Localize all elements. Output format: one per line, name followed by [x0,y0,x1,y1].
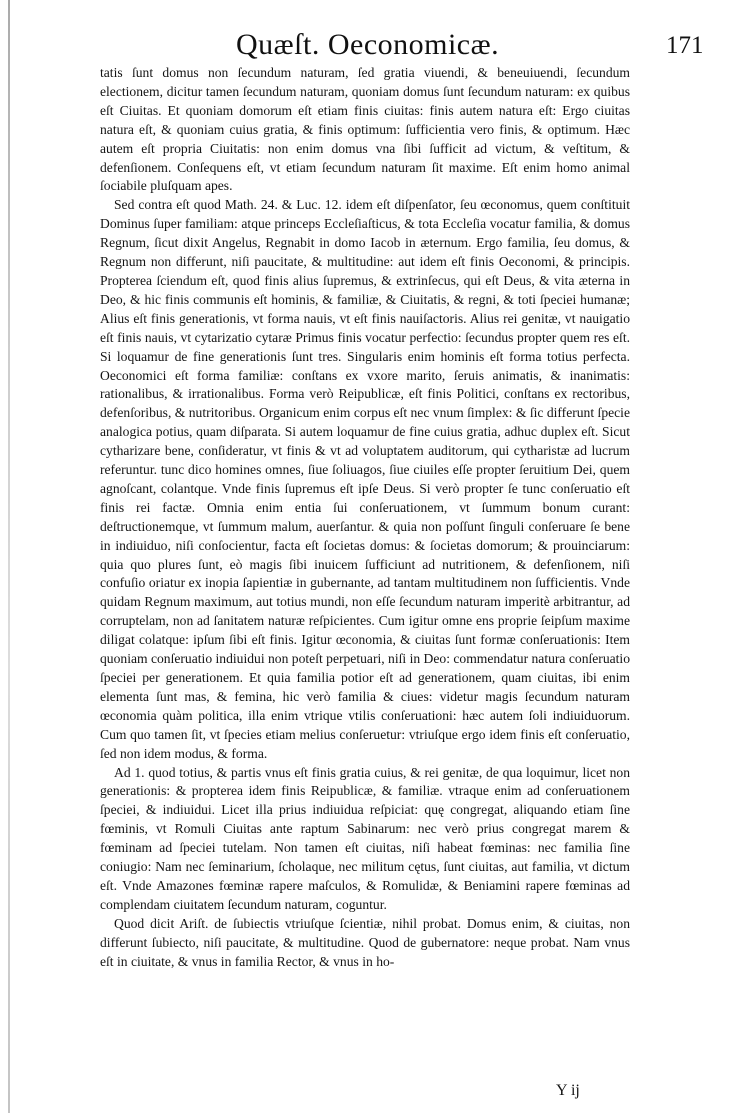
signature-mark: Y ij [556,1082,580,1099]
paragraph-ad-primum: Ad 1. quod totius, & partis vnus eſt finis gratia cuius, & rei genitæ, de qua loquimur, licet non generationis: & propterea idem finis Reipublicæ, & familiæ. vtraque enim ad conſeruationem ſpeciei, & indiuidui. Licet illa prius indiuidua reſpiciat: quę congregat, aliquando etiam ſine fœminis, vt Romuli Ciuitas ante raptum Sabinarum: nec verò prius congregat marem & fœminam ad ſpeciei tutelam. Non tamen eſt ciuitas, niſi habeat fœminas: nec familia ſine coniugio: Nam nec ſeminarium, ſcholaque, nec militum cętus, ſunt ciuitas, aut familia, vt dictum eſt. Vnde Amazones fœminæ rapere maſculos, & Romulidæ, & Beniamini rapere fœminas ad complendam ciuitatem ſecundum naturam, coguntur. [100,764,630,912]
paragraph-continuation: tatis ſunt domus non ſecundum naturam, ſed gratia viuendi, & beneuiuendi, ſecundum electionem, dicitur tamen ſecundum naturam, quoniam domus ſunt ſecundum naturam: ex quibus eſt Ciuitas. Et quoniam domorum eſt etiam finis ciuitas: finis autem natura eſt: Ergo ciuitas natura eſt, & quoniam cuius gratia, & finis optimum: ſufficientia vero finis, & optimum. Hæc autem eſt propria Ciuitatis: non enim domus vna ſibi ſufficit ad victum, & veſtitum, & defenſionem. Conſequens eſt, vt etiam ſecundum naturam ſit maxime. Eſt enim homo animal ſociabile pluſquam apes. [100,65,630,194]
page-number: 171 [666,32,704,59]
running-title: Quæſt. Oeconomicæ. [236,28,500,61]
paragraph-sed-contra: Sed contra eſt quod Math. 24. & Luc. 12. idem eſt diſpenſator, ſeu œconomus, quem conſtituit Dominus ſuper familiam: atque princeps Eccleſiaſticus, & tota Eccleſia vocatur familia, & domus Regnum, ſicut dixit Angelus, Regnabit in domo Iacob in æternum. Ergo familia, ſeu domus, & Regnum non differunt, niſi paucitate, & multitudine: aut idem eſt finis Oeconomi, & principis. Propterea ſciendum eſt, quod finis alius ſupremus, & extrinſecus, qui eſt Deus, & vita æterna in Deo, & hic finis communis eſt hominis, & familiæ, & Ciuitatis, & regni, & toti ſpeciei humanæ; Alius eſt finis generationis, vt forma nauis, vt eſt finis nauiſactoris. Alius rei genitæ, vt nauigatio eſt finis nauis, vt cytarizatio cytaræ Primus finis vocatur perfectio: ſecundus propter quem res eſt. Si loquamur de fine generationis ſunt tres. Singularis enim hominis eſt forma totius perfecta. Oeconomici eſt forma familiæ: conſtans ex vxore marito, ſeruis animatis, & inanimatis: rationalibus, & irrationalibus. Forma verò Reipublicæ, eſt finis Politici, conſtans ex rectoribus, defenſoribus, & nutritoribus. Organicum enim corpus eſt nec vnum ſimplex: & ſic differunt ſpecie analogica potius, quam diſparata. Si autem loquamur de fine cuius gratia, adhuc duplex eſt. Sicut cytharizare bene, conſideratur, vt finis & vt ad voluptatem auditorum, qui cytharistæ ad lucrum referuntur. tunc dico homines omnes, ſiue ſoliuagos, ſiue ciuiles eſſe propter ſeruitium Dei, quem agnoſcant, colantque. Vnde finis ſupremus eſt ipſe Deus. Si verò propter ſe tunc conſeruatio eſt finis rei factæ. Omnia enim entia ſui conſeruationem, vt ſummum bonum curant: deſtructionemque, vt ſummum malum, auerſantur. & quia non poſſunt ſinguli conſeruare ſe bene in indiuiduo, niſi conſocientur, facta eſt ſocietas domus: & ſocietas domorum; & prouinciarum: quia quo plures ſunt, eò magis ſibi inuicem ſufficiunt ad nutritionem, & defenſionem, niſi confuſio oriatur ex inopia ſapientiæ in gubernante, ad tantam multitudinem non ſufficientis. Vnde quidam Regnum maximum, aut totius mundi, non eſſe ſecundum naturam imperitè arbitrantur, ad corruptelam, non ad ſanitatem naturæ reſpicientes. Cum igitur omne ens proprie ſeipſum maxime diligat colatque: ipſum ſibi eſt finis. Igitur œconomia, & ciuitas ſunt formæ conſeruationis: Item quoniam conſeruatio indiuidui non poteſt perpetuari, niſi in Deo: commendatur natura conſeruatio ſpeciei per generationem. Et quia familia potior eſt ad generationem, quam ciuitas, ibi enim elementa ſunt mas, & femina, hic verò familia & ciues: videtur magis ſecundum naturam œconomia quàm politica, illa enim vtrique vtilis conſeruationi: hæc autem ſoli indiuiduorum. Cum quo tamen ſit, vt ſpecies etiam melius conſeruetur: vtriuſque ergo idem finis eſt conſeruatio, ſed non idem modus, & forma. [100,197,631,761]
body-text [100,64,630,972]
paragraph-quod-dicit: Quod dicit Ariſt. de ſubiectis vtriuſque ſcientiæ, nihil probat. Domus enim, & ciuitas, non differunt ſubiecto, niſi paucitate, & multitudine. Quod de gubernatore: neque probat. Nam vnus eſt in ciuitate, & vnus in familia Rector, & vnus in ho- [100,915,630,969]
